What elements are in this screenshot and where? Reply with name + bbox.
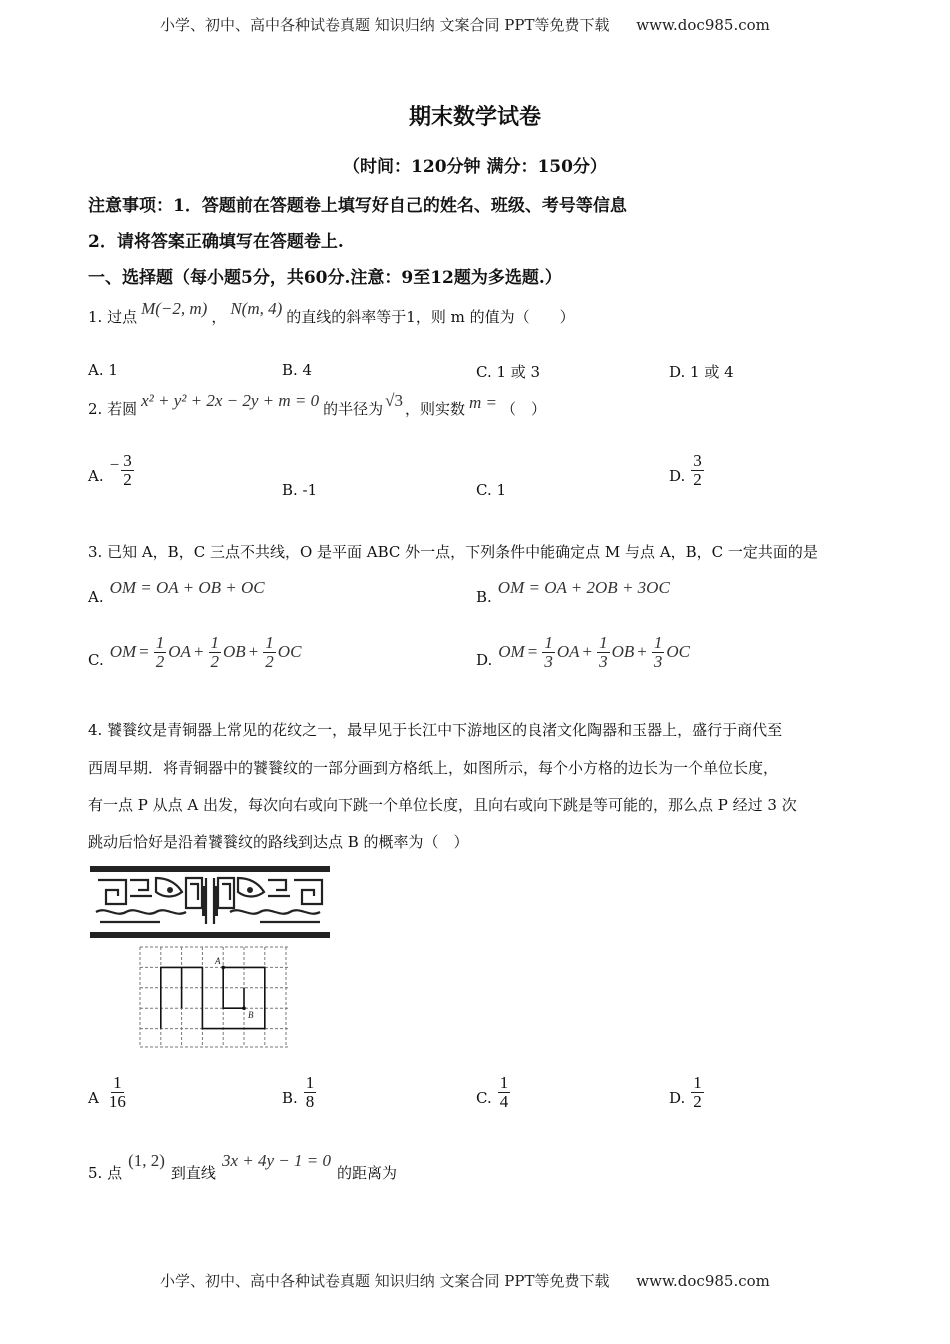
q3-option-b-expr: OM = OA + 2OB + 3OC (497, 578, 670, 597)
q4-option-a-label: A (88, 1088, 99, 1107)
q1-option-c: C. 1 或 3 (476, 363, 541, 381)
taotie-pattern-image (90, 866, 330, 938)
q4-option-c-fraction: $\frac{1}{4}$ (499, 1073, 509, 1111)
q3-option-b (476, 578, 670, 606)
q3-option-d (476, 634, 690, 671)
q5-prefix: 5. 点 (88, 1164, 123, 1182)
q1-point-n: N(m, 4) (230, 298, 283, 318)
question-3: 3. 已知 A，B，C 三点不共线，O 是平面 ABC 外一点，下列条件中能确定点 M 与点 A，B，C 一定共面的是 (88, 543, 818, 561)
q2-circle-equation: x² + y² + 2x − 2y + m = 0 (141, 390, 320, 410)
header-site[interactable]: www.doc985.com (636, 16, 770, 34)
q5-mid: 到直线 (170, 1164, 216, 1182)
q2-option-a (88, 452, 136, 489)
note-1: 注意事项：1．答题前在答题卷上填写好自己的姓名、班级、考号等信息 (88, 196, 627, 216)
q1-comma: ， (211, 308, 227, 326)
q4-line-1: 4. 饕餮纹是青铜器上常见的花纹之一，最早见于长江中下游地区的良渚文化陶器和玉器上，盛行于商代至 (88, 721, 783, 739)
footer-site[interactable]: www.doc985.com (636, 1272, 770, 1290)
q2-suffix: （ ） (500, 400, 546, 418)
q2-m: m = (468, 392, 497, 412)
page-footer (160, 1270, 770, 1291)
q5-line-equation: 3x + 4y − 1 = 0 (221, 1150, 331, 1170)
q2-option-d (669, 452, 706, 489)
q4-option-d-fraction: $\frac{1}{2}$ (693, 1073, 702, 1111)
q3-option-a (88, 578, 265, 606)
q1-point-m: M(−2, m) (141, 298, 208, 318)
q2-option-d-fraction: $\frac{3}{2}$ (693, 451, 702, 489)
footer-text: 小学、初中、高中各种试卷真题 知识归纳 文案合同 PPT等免费下载 (160, 1272, 610, 1290)
q4-option-c (476, 1074, 512, 1111)
q2-option-b: B. -1 (282, 481, 318, 499)
q2-mid: 的半径为 (323, 400, 384, 418)
q4-option-c-label: C. (476, 1088, 492, 1107)
q2-option-d-label: D. (669, 466, 686, 485)
q4-option-b (282, 1074, 318, 1111)
section-heading: 一、选择题（每小题5分，共60分.注意：9至12题为多选题.） (88, 268, 562, 288)
grid-label-a: A (215, 956, 221, 966)
page-subtitle: （时间：120分钟 满分：150分） (343, 157, 607, 177)
q1-option-b: B. 4 (282, 361, 313, 379)
question-1 (88, 298, 575, 327)
grid-figure (138, 945, 290, 1049)
q2-option-a-fraction: $\frac{3}{2}$ (123, 451, 132, 489)
q1-prefix: 1. 过点 (88, 308, 138, 326)
q3-option-d-label: D. (476, 650, 493, 669)
q4-option-d (669, 1074, 706, 1111)
q2-option-a-label: A. (88, 466, 104, 485)
q3-option-c-label: C. (88, 650, 104, 669)
question-5 (88, 1150, 397, 1183)
q1-option-a: A. 1 (88, 361, 118, 379)
note-2: 2．请将答案正确填写在答题卷上. (88, 232, 344, 252)
q4-option-a-fraction: $\frac{1}{16}$ (108, 1073, 126, 1111)
q4-option-d-label: D. (669, 1088, 686, 1107)
q3-option-b-label: B. (476, 588, 492, 606)
q2-option-a-sign: − (109, 454, 120, 474)
q3-option-c (88, 634, 301, 671)
q4-option-a (88, 1074, 130, 1111)
header-text: 小学、初中、高中各种试卷真题 知识归纳 文案合同 PPT等免费下载 (160, 16, 610, 34)
page-title: 期末数学试卷 (408, 104, 541, 130)
q3-option-a-label: A. (88, 588, 104, 606)
grid-label-b: B (248, 1010, 254, 1020)
page-header (160, 14, 770, 35)
q5-point: (1, 2) (128, 1150, 165, 1170)
q4-line-3: 有一点 P 从点 A 出发，每次向右或向下跳一个单位长度，且向右或向下跳是等可能的，那么点 P 经过 3 次 (88, 796, 797, 814)
q1-option-d: D. 1 或 4 (669, 363, 734, 381)
q2-prefix: 2. 若圆 (88, 400, 138, 418)
q3-option-a-expr: OM = OA + OB + OC (109, 578, 265, 597)
q4-option-b-fraction: $\frac{1}{8}$ (305, 1073, 315, 1111)
q4-option-b-label: B. (282, 1088, 298, 1107)
q2-mid2: ，则实数 (404, 400, 465, 418)
q3-option-c-expr: OM = $\frac{1}{2}$ OA + $\frac{1}{2}$ OB + $\frac{1}{2}$ OC (109, 633, 302, 671)
q3-option-d-expr: OM = $\frac{1}{3}$ OA + $\frac{1}{3}$ OB + $\frac{1}{3}$ OC (498, 633, 690, 671)
q2-radius: √3 (385, 390, 403, 410)
q1-suffix: 的直线的斜率等于1，则 m 的值为（ ） (286, 308, 575, 326)
q2-option-c: C. 1 (476, 481, 507, 499)
q5-suffix: 的距离为 (336, 1164, 397, 1182)
q4-line-4: 跳动后恰好是沿着饕餮纹的路线到达点 B 的概率为（ ） (88, 833, 469, 851)
question-2 (88, 390, 546, 419)
q4-line-2: 西周早期．将青铜器中的饕餮纹的一部分画到方格纸上，如图所示，每个小方格的边长为一个单位长度， (88, 759, 779, 777)
